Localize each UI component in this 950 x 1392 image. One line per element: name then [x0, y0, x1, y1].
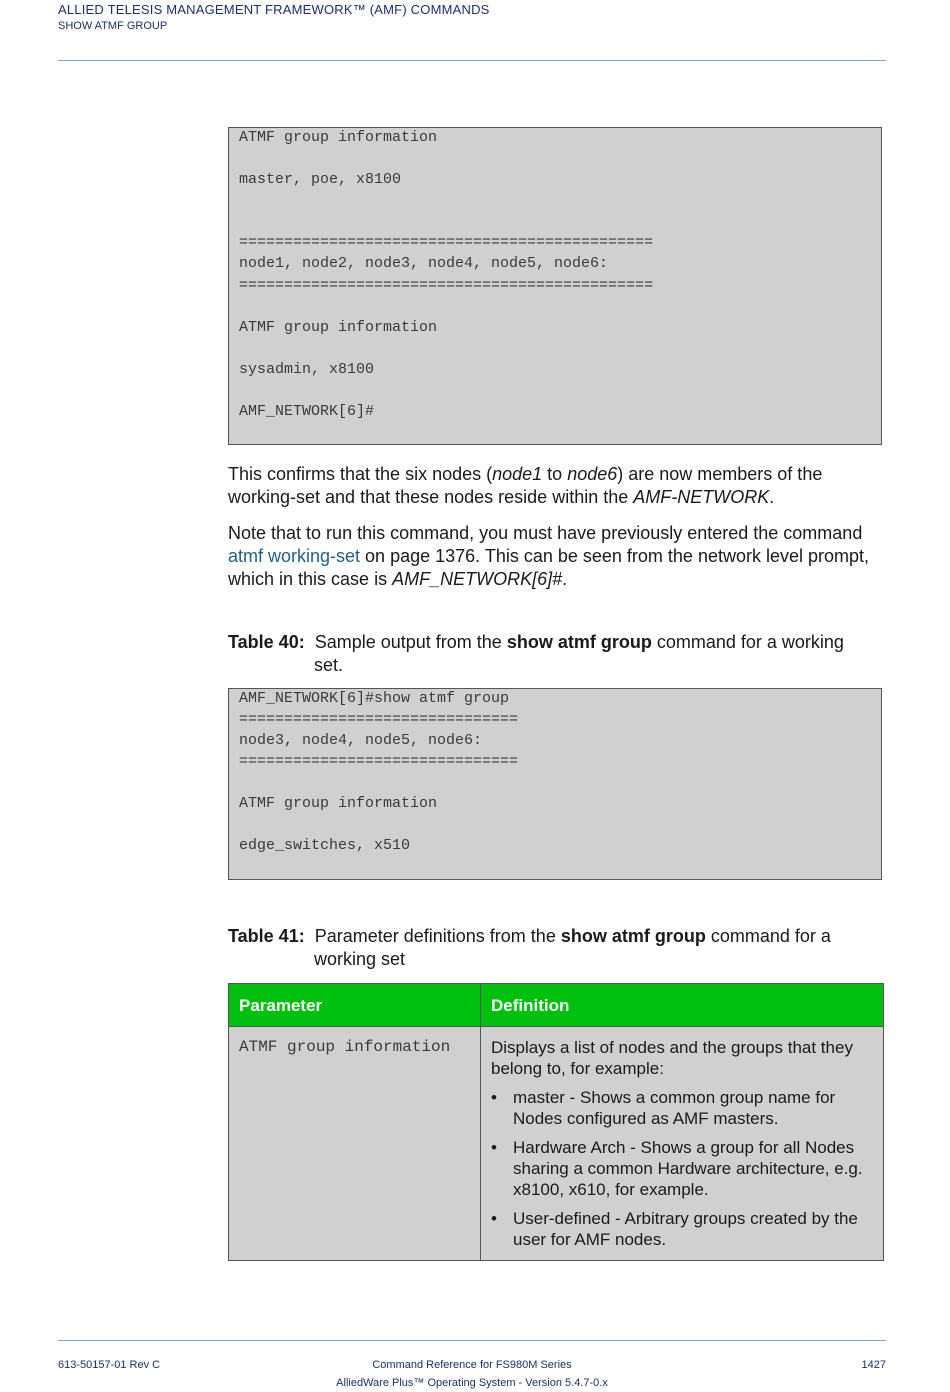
- atmf-working-set-link[interactable]: atmf working-set: [228, 546, 361, 566]
- column-header-parameter: Parameter: [229, 984, 481, 1027]
- code-line: ===============================: [239, 711, 519, 728]
- code-block-1: [228, 127, 882, 445]
- header-subtitle: SHOW ATMF GROUP: [58, 20, 168, 32]
- code-block-2: [228, 688, 882, 880]
- list-item: • User-defined - Arbitrary groups created by the user for AMF nodes.: [491, 1209, 858, 1249]
- parameter-table: [228, 983, 884, 1261]
- column-header-definition: Definition: [481, 984, 884, 1027]
- code-line: sysadmin, x8100: [239, 361, 375, 378]
- table-row: [229, 1027, 884, 1261]
- code-line: ATMF group information: [239, 795, 438, 812]
- list-item: • master - Shows a common group name for Nodes configured as AMF masters.: [491, 1088, 836, 1128]
- parameter-cell: ATMF group information: [229, 1027, 481, 1261]
- footer-page-number: 1427: [861, 1359, 886, 1371]
- table-40-caption: Table 40: Sample output from the show atmf group command for a working set.: [228, 632, 844, 675]
- code-line: ==============================================: [239, 234, 654, 251]
- table-41-caption: Table 41: Parameter definitions from the show atmf group command for a working set: [228, 926, 831, 969]
- code-line: AMF_NETWORK[6]#show atmf group: [239, 690, 510, 707]
- code-line: ==============================================: [239, 277, 654, 294]
- code-line: node3, node4, node5, node6:: [239, 732, 483, 749]
- header-rule: [58, 60, 886, 61]
- paragraph-note: Note that to run this command, you must have previously entered the command atmf working-set on page 1376. This can be seen from the network level prompt, which in this case is AMF_NETWORK[6]#.: [228, 523, 870, 589]
- code-line: AMF_NETWORK[6]#: [239, 403, 375, 420]
- code-line: master, poe, x8100: [239, 171, 402, 188]
- paragraph-confirmation: This confirms that the six nodes (node1 to node6) are now members of the working-set and that these nodes reside within the AMF-NETWORK.: [228, 464, 823, 507]
- running-header: [58, 2, 490, 34]
- code-line: edge_switches, x510: [239, 837, 411, 854]
- definition-intro: Displays a list of nodes and the groups that they belong to, for example:: [491, 1038, 853, 1078]
- code-line: ===============================: [239, 753, 519, 770]
- code-line: ATMF group information: [239, 129, 438, 146]
- code-line: ATMF group information: [239, 319, 438, 336]
- definition-cell: [481, 1027, 884, 1261]
- code-line: node1, node2, node3, node4, node5, node6:: [239, 255, 609, 272]
- footer-rule: [58, 1340, 886, 1341]
- footer-center: Command Reference for FS980M Series AlliedWare Plus™ Operating System - Version 5.4.7-0.x: [336, 1359, 608, 1389]
- list-item: • Hardware Arch - Shows a group for all Nodes sharing a common Hardware architecture, e.g. x8100, x610, for example.: [491, 1138, 863, 1199]
- footer-doc-id: 613-50157-01 Rev C: [58, 1359, 161, 1371]
- header-title: ALLIED TELESIS MANAGEMENT FRAMEWORK™ (AMF) COMMANDS: [58, 2, 490, 17]
